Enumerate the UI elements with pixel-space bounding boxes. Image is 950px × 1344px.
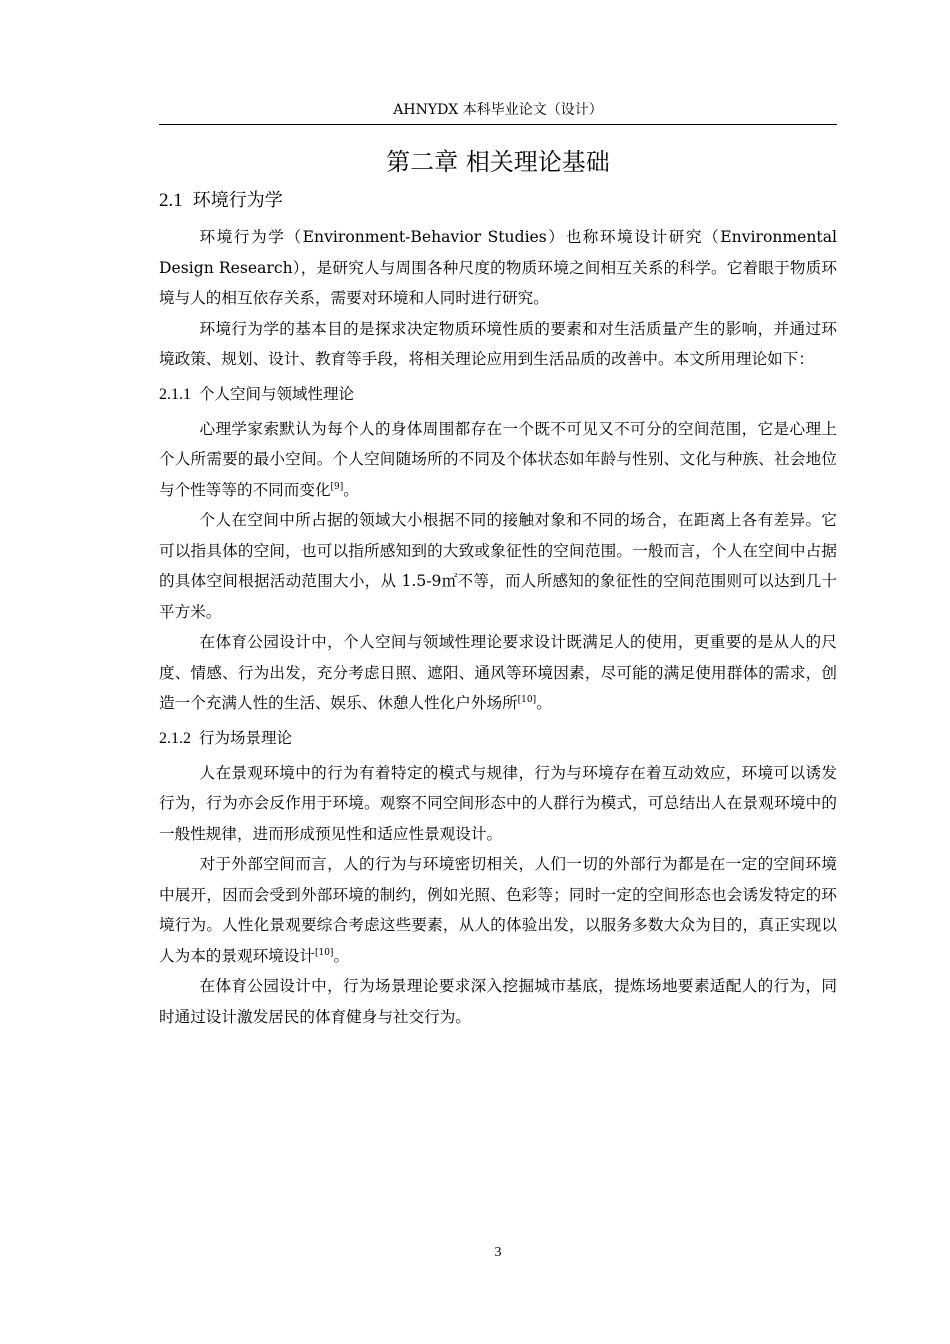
paragraph [159,627,837,719]
subsection-heading-2-1-2 [159,724,837,753]
paragraph: 环境行为学（Environment-Behavior Studies）也称环境设计研究（Environmental Design Research），是研究人与周围各种尺度的物质环境之间相互关系的科学。它着眼于物质环境与人的相互依存关系，需要对环境和人同时进行研究。 [159,228,837,307]
paragraph-text: 心理学家索默认为每个人的身体周围都存在一个既不可见又不可分的空间范围，它是心理上个人所需要的最小空间。个人空间随场所的不同及个体状态如年龄与性别、文化与种族、社会地位与个性等等的不同而变化 [159,419,837,499]
section-number: 2.1 [159,190,183,211]
paragraph [159,849,837,971]
paragraph-text: 对于外部空间而言，人的行为与环境密切相关，人们一切的外部行为都是在一定的空间环境中展开，因而会受到外部环境的制约，例如光照、色彩等；同时一定的空间形态也会诱发特定的环境行为。人性化景观要综合考虑这些要素，从人的体验出发，以服务多数大众为目的，真正实现以人为本的景观环境设计 [159,855,837,965]
page-number: 3 [494,1245,502,1260]
subsection-title-text: 行为场景理论 [199,728,293,747]
section-heading-2-1 [159,186,837,216]
citation-ref: [10] [314,947,334,958]
paragraph-end: 。 [536,694,552,712]
subsection-number: 2.1.1 [159,385,191,403]
paragraph-text: 在体育公园设计中，个人空间与领域性理论要求设计既满足人的使用，更重要的是从人的尺度、情感、行为出发，充分考虑日照、遮阳、通风等环境因素，尽可能的满足使用群体的需求，创造一个充满人性的生活、娱乐、休憩人性化户外场所 [159,633,837,712]
citation-ref: [10] [517,694,537,705]
paragraph [159,414,837,506]
paragraph-end: 。 [333,946,350,965]
paragraph: 环境行为学的基本目的是探求决定物质环境性质的要素和对生活质量产生的影响，并通过环境政策、规划、设计、教育等手段，将相关理论应用到生活品质的改善中。本文所用理论如下： [159,319,837,368]
section-title-text: 环境行为学 [192,190,283,211]
subsection-number: 2.1.2 [159,729,191,747]
paragraph: 个人在空间中所占据的领域大小根据不同的接触对象和不同的场合，在距离上各有差异。它可以指具体的空间，也可以指所感知到的大致或象征性的空间范围。一般而言，个人在空间中占据的具体空间根据活动范围大小，从 1.5-9㎡不等，而人所感知的象征性的空间范围则可以达到几十平方米。 [159,511,837,621]
citation-ref: [9] [330,481,344,492]
page-body [159,140,837,1032]
paragraph: 在体育公园设计中，行为场景理论要求深入挖掘城市基底，提炼场地要素适配人的行为，同时通过设计激发居民的体育健身与社交行为。 [159,977,837,1026]
header-rule [159,124,837,125]
subsection-heading-2-1-1 [159,380,837,409]
subsection-title-text: 个人空间与领域性理论 [199,384,355,403]
chapter-title: 第二章 相关理论基础 [386,148,610,176]
running-header: AHNYDX 本科毕业论文（设计） [393,102,603,118]
paragraph-end: 。 [343,480,359,499]
paragraph: 人在景观环境中的行为有着特定的模式与规律，行为与环境存在着互动效应，环境可以诱发行为，行为亦会反作用于环境。观察不同空间形态中的人群行为模式，可总结出人在景观环境中的一般性规律，进而形成预见性和适应性景观设计。 [159,763,837,843]
